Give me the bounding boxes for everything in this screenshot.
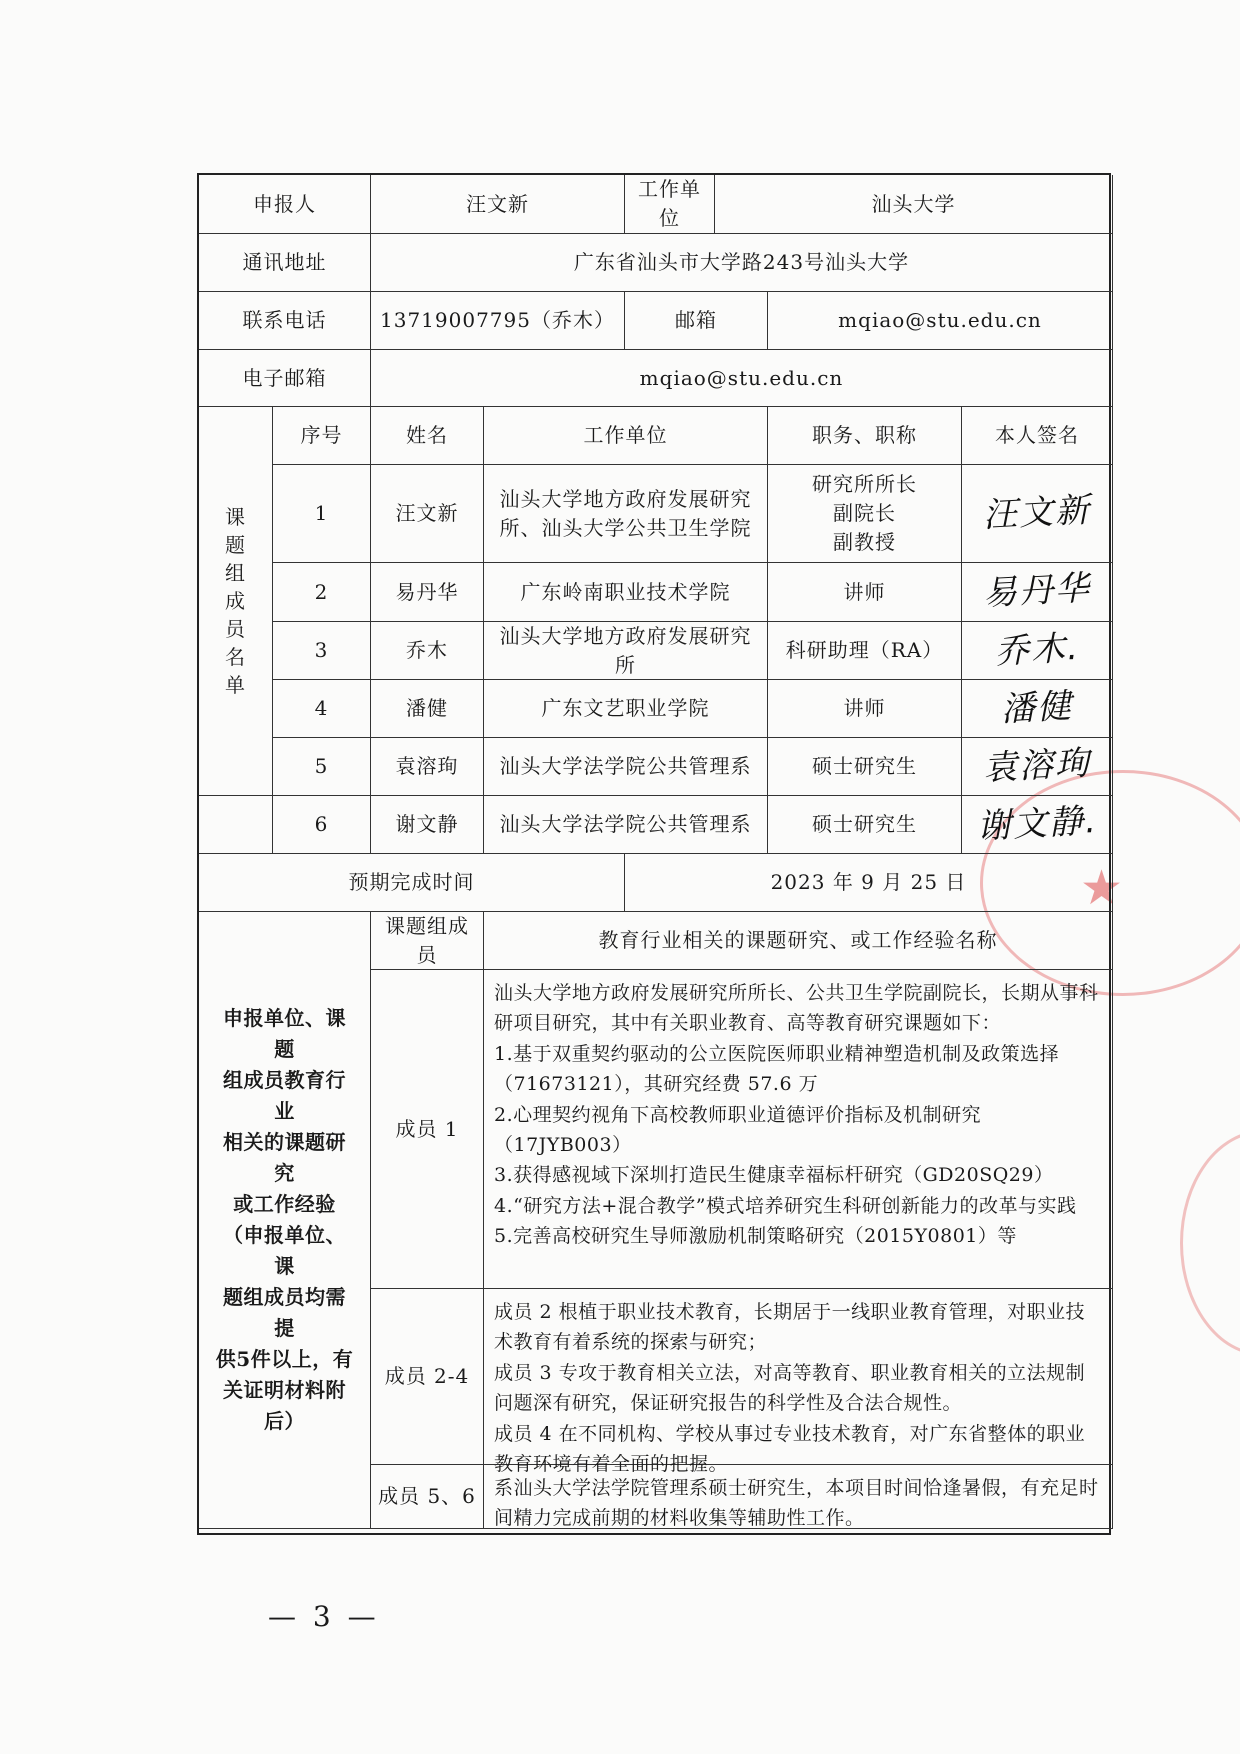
experience-line: 成员 4 在不同机构、学校从事过专业技术教育，对广东省整体的职业教育环境有着全面的把握。 <box>494 1422 1086 1475</box>
header-experience-desc: 教育行业相关的课题研究、或工作经验名称 <box>484 912 1113 970</box>
label-mailbox: 邮箱 <box>625 292 768 350</box>
label-completion-time: 预期完成时间 <box>199 854 625 912</box>
handwritten-signature: 谢文静. <box>975 800 1099 847</box>
member-2-unit: 广东岭南职业技术学院 <box>484 563 768 622</box>
experience-line: 5.完善高校研究生导师激励机制策略研究（2015Y0801）等 <box>494 1225 1017 1248</box>
red-seal-stamp-partial <box>1180 1130 1240 1356</box>
header-member: 课题组成员 <box>371 912 484 970</box>
section-label-char: 员 <box>225 617 246 641</box>
member-1-title-line: 副教授 <box>833 530 896 554</box>
label-address: 通讯地址 <box>199 234 371 292</box>
address: 广东省汕头市大学路243号汕头大学 <box>371 234 1113 292</box>
member-3-index: 3 <box>273 622 371 680</box>
section-label-char: 题 <box>225 533 246 557</box>
header-name: 姓名 <box>371 407 484 465</box>
members-section-label <box>199 407 273 796</box>
experience-desc-2 <box>484 1289 1113 1475</box>
experience-label-line: 组成员教育行业 <box>223 1068 346 1123</box>
header-index: 序号 <box>273 407 371 465</box>
member-6-index: 6 <box>273 796 371 854</box>
member-6-signature <box>962 796 1113 854</box>
member-3-signature <box>962 622 1113 680</box>
member-6-unit: 汕头大学法学院公共管理系 <box>484 796 768 854</box>
work-unit: 汕头大学 <box>715 175 1113 234</box>
mailbox: mqiao@stu.edu.cn <box>768 292 1113 350</box>
experience-line: 成员 2 根植于职业技术教育，长期居于一线职业教育管理，对职业技术教育有着系统的探索与研究； <box>494 1301 1086 1354</box>
phone: 13719007795（乔木） <box>371 292 625 350</box>
experience-label-line: 申报单位、课题 <box>223 1006 346 1061</box>
experience-desc-1 <box>484 970 1113 1289</box>
member-3-title: 科研助理（RA） <box>768 622 962 680</box>
experience-label-line: 后） <box>264 1409 305 1433</box>
experience-label-line: 关证明材料附 <box>223 1378 346 1402</box>
experience-section-label <box>199 912 371 1529</box>
experience-label-line: 或工作经验 <box>233 1192 336 1216</box>
email: mqiao@stu.edu.cn <box>371 350 1113 407</box>
member-6-name: 谢文静 <box>371 796 484 854</box>
experience-label-line: 题组成员均需提 <box>223 1285 346 1340</box>
applicant-name: 汪文新 <box>371 175 625 234</box>
experience-member-2-4: 成员 2-4 <box>371 1289 484 1465</box>
experience-label-line: 相关的课题研究 <box>223 1130 346 1185</box>
experience-line: 成员 3 专攻于教育相关立法，对高等教育、职业教育相关的立法规制问题深有研究，保证研究报告的科学性及合法合规性。 <box>494 1361 1086 1415</box>
member-4-unit: 广东文艺职业学院 <box>484 680 768 738</box>
label-email: 电子邮箱 <box>199 350 371 407</box>
completion-time: 2023 年 9 月 25 日 <box>625 854 1113 912</box>
member-1-name: 汪文新 <box>371 465 484 563</box>
members-section-label-continued <box>199 796 273 854</box>
experience-line: 4.“研究方法+混合教学”模式培养研究生科研创新能力的改革与实践 <box>494 1194 1077 1217</box>
member-3-unit: 汕头大学地方政府发展研究所 <box>484 622 768 680</box>
experience-line: 2.心理契约视角下高校教师职业道德评价指标及机制研究（17JYB003） <box>494 1103 982 1156</box>
member-4-signature <box>962 680 1113 738</box>
section-label-char: 单 <box>225 673 246 697</box>
header-unit: 工作单位 <box>484 407 768 465</box>
member-1-title <box>768 465 962 563</box>
member-5-unit: 汕头大学法学院公共管理系 <box>484 738 768 796</box>
header-signature: 本人签名 <box>962 407 1113 465</box>
member-1-unit-line: 汕头大学地方政府发展研究 <box>499 486 752 511</box>
member-1-unit-line: 所、汕头大学公共卫生学院 <box>499 515 752 540</box>
experience-line: 3.获得感视域下深圳打造民生健康幸福标杆研究（GD20SQ29） <box>494 1164 1054 1187</box>
handwritten-signature: 袁溶珣 <box>981 743 1092 789</box>
member-4-index: 4 <box>273 680 371 738</box>
handwritten-signature: 易丹华 <box>981 568 1092 615</box>
member-5-title: 硕士研究生 <box>768 738 962 796</box>
seal-star-icon: ★ <box>1080 860 1124 916</box>
member-4-name: 潘健 <box>371 680 484 738</box>
member-1-index: 1 <box>273 465 371 563</box>
experience-line: 汕头大学地方政府发展研究所所长、公共卫生学院副院长，长期从事科研项目研究，其中有关职业教育、高等教育研究课题如下： <box>494 982 1099 1035</box>
member-6-title: 硕士研究生 <box>768 796 962 854</box>
experience-member-1: 成员 1 <box>371 970 484 1289</box>
member-1-signature <box>962 465 1113 563</box>
section-label-char: 组 <box>225 561 246 585</box>
member-2-index: 2 <box>273 563 371 622</box>
section-label-char: 名 <box>225 645 246 669</box>
member-4-title: 讲师 <box>768 680 962 738</box>
handwritten-signature: 潘健 <box>999 685 1074 730</box>
page-number: — 3 — <box>268 1600 380 1633</box>
member-5-name: 袁溶珣 <box>371 738 484 796</box>
member-5-index: 5 <box>273 738 371 796</box>
experience-label-line: 供5件以上，有 <box>215 1347 354 1371</box>
section-label-char: 成 <box>225 589 246 613</box>
experience-line: 1.基于双重契约驱动的公立医院医师职业精神塑造机制及政策选择（71673121），其研究经费 57.6 万 <box>494 1042 1060 1096</box>
handwritten-signature: 乔木. <box>993 627 1081 673</box>
member-3-name: 乔木 <box>371 622 484 680</box>
label-phone: 联系电话 <box>199 292 371 350</box>
header-title: 职务、职称 <box>768 407 962 465</box>
label-work-unit: 工作单位 <box>625 175 715 234</box>
experience-label-line: （申报单位、课 <box>223 1223 346 1278</box>
experience-desc-3 <box>484 1465 1113 1529</box>
member-1-title-line: 副院长 <box>833 501 896 525</box>
member-2-title: 讲师 <box>768 563 962 622</box>
application-form-table <box>197 173 1111 1535</box>
member-1-title-line: 研究所所长 <box>812 472 917 496</box>
member-5-signature <box>962 738 1113 796</box>
section-label-char: 课 <box>225 505 246 529</box>
member-2-name: 易丹华 <box>371 563 484 622</box>
handwritten-signature: 汪文新 <box>981 490 1092 536</box>
member-1-unit <box>484 465 768 563</box>
experience-line: 系汕头大学法学院管理系硕士研究生，本项目时间恰逢暑假，有充足时间精力完成前期的材料收集等辅助性工作。 <box>494 1477 1099 1530</box>
member-2-signature <box>962 563 1113 622</box>
experience-member-5-6: 成员 5、6 <box>371 1465 484 1529</box>
label-applicant: 申报人 <box>199 175 371 234</box>
